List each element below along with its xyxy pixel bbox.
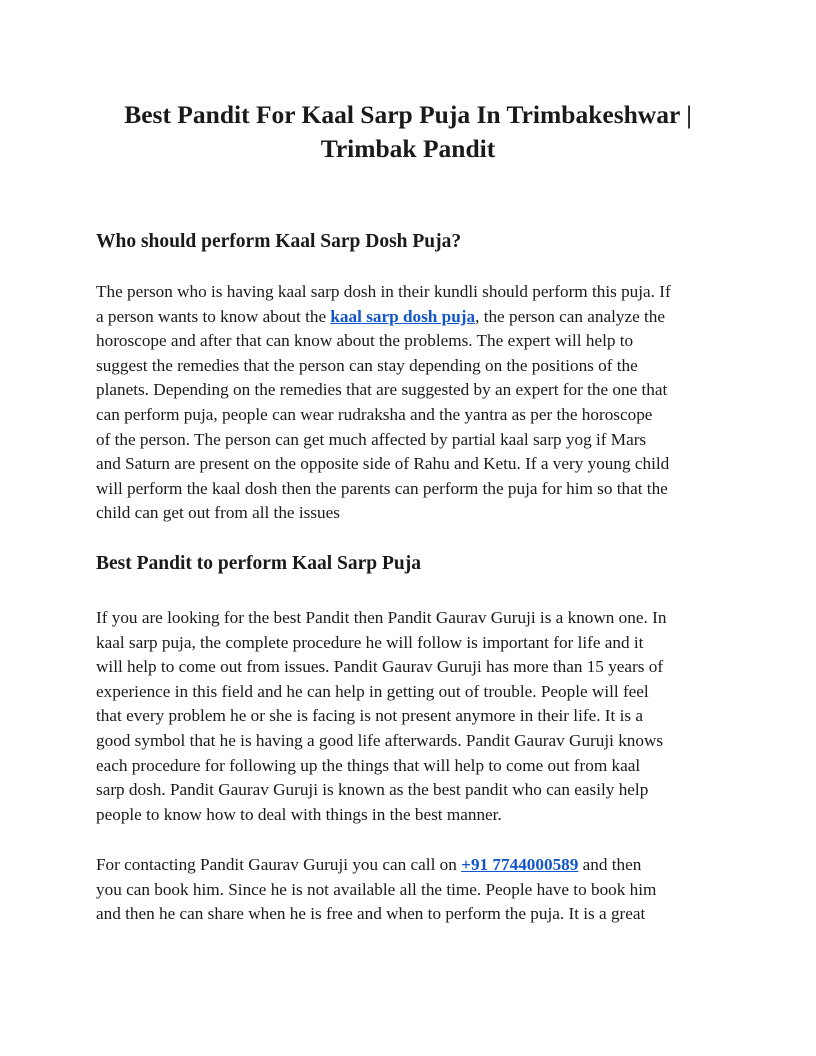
text-line: If you are looking for the best Pandit then Pandit Gaurav Guruji is a known one. In bbox=[96, 608, 667, 627]
text-line: you can book him. Since he is not available all the time. People have to book him bbox=[96, 879, 657, 899]
text-line: sarp dosh. Pandit Gaurav Guruji is known as the best pandit who can easily help bbox=[96, 780, 649, 800]
text-fragment: a person wants to know about the bbox=[96, 306, 331, 326]
page-title bbox=[96, 98, 720, 166]
text-line: will perform the kaal dosh then the parents can perform the puja for him so that the bbox=[96, 478, 668, 498]
text-line: people to know how to deal with things in the best manner. bbox=[96, 804, 502, 824]
text-line: child can get out from all the issues bbox=[96, 503, 340, 523]
text-line: and then he can share when he is free and when to perform the puja. It is a great bbox=[96, 904, 646, 924]
text-line: and Saturn are present on the opposite side of Rahu and Ketu. If a very young child bbox=[96, 454, 670, 474]
text-line bbox=[96, 305, 671, 330]
paragraph-who-should-perform bbox=[96, 280, 671, 526]
text-line: each procedure for following up the things that will help to come out from kaal bbox=[96, 755, 641, 775]
text-line: will help to come out from issues. Pandit Gaurav Guruji has more than 15 years of bbox=[96, 657, 664, 677]
text-line: suggest the remedies that the person can stay depending on the positions of the bbox=[96, 355, 638, 375]
section-heading-who-should-perform: Who should perform Kaal Sarp Dosh Puja? bbox=[96, 231, 462, 252]
text-fragment: , the person can analyze the bbox=[475, 306, 666, 326]
text-line: The person who is having kaal sarp dosh in their kundli should perform this puja. If bbox=[96, 282, 671, 301]
text-line: experience in this field and he can help in getting out of trouble. People will feel bbox=[96, 681, 649, 701]
text-line: kaal sarp puja, the complete procedure he will follow is important for life and it bbox=[96, 632, 644, 652]
kaal-sarp-dosh-puja-link[interactable]: kaal sarp dosh puja bbox=[330, 306, 476, 326]
section-heading-best-pandit: Best Pandit to perform Kaal Sarp Puja bbox=[96, 553, 421, 574]
text-line: can perform puja, people can wear rudraksha and the yantra as per the horoscope bbox=[96, 404, 653, 424]
text-line: planets. Depending on the remedies that are suggested by an expert for the one that bbox=[96, 380, 668, 400]
text-line: good symbol that he is having a good life afterwards. Pandit Gaurav Guruji knows bbox=[96, 730, 664, 750]
text-line: that every problem he or she is facing is not present anymore in their life. It is a bbox=[96, 706, 643, 726]
page-title-line-2: Trimbak Pandit bbox=[320, 134, 496, 163]
text-fragment: For contacting Pandit Gaurav Guruji you can call on bbox=[96, 855, 462, 874]
paragraph-best-pandit bbox=[96, 606, 666, 827]
text-fragment: and then bbox=[578, 855, 642, 874]
paragraph-contact bbox=[96, 853, 656, 927]
text-line: of the person. The person can get much affected by partial kaal sarp yog if Mars bbox=[96, 429, 647, 449]
text-line: horoscope and after that can know about the problems. The expert will help to bbox=[96, 331, 634, 351]
page-title-line-1: Best Pandit For Kaal Sarp Puja In Trimbakeshwar | bbox=[124, 100, 692, 129]
text-line bbox=[96, 853, 656, 878]
phone-number-link[interactable]: +91 7744000589 bbox=[461, 855, 579, 874]
